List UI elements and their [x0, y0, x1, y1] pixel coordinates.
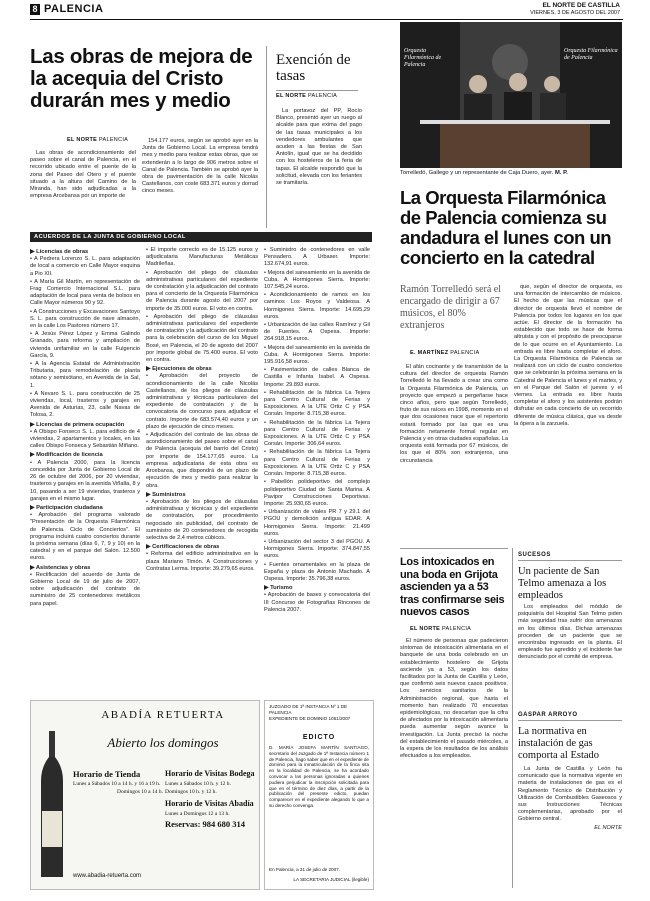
bottle-image [39, 731, 65, 877]
acuerdos-item: • Acondicionamiento de ramos en los caminos Los Royos y Valdeosa. A Hormigones Sierra. Importe: 14.695,29 euros. [264, 292, 370, 320]
gaspar-body [518, 766, 622, 880]
acuerdos-item: • Suministro de contenedores en valle Pensadero. A Urbaser. Importe: 132.674,91 euros. [264, 247, 370, 268]
acuerdos-item: • Aprobación del pliego de cláusulas administrativas particulares del expediente de contratación y la adjudicación del contrato para la celebración del curso de los Miguel Bosé, en Palencia, el 20 de agosto del 2007 por importe global de 75.400 euros. El voto en contra. [146, 313, 258, 364]
byline-paper: EL NORTE [67, 137, 98, 143]
photo-banner-right: Orquesta Filarmónica de Palencia [564, 48, 618, 61]
ad-abbey-line: Lunes a Domingos 12 a 13 h. [165, 811, 230, 817]
acequia-col1-text: Las obras de acondicionamiento del paseo sobre el canal de Palencia, en el recorrido ubicado entre el puente de la zona del Paseo del Otero y el puente situado a la altura del Camino de la Miranda, han sido adjudicadas a la empresa Arcebansa por un importe de [30, 150, 136, 200]
acuerdos-item: • El importe correcto es de 15.125 euros y adjudicataria Manufacturas Metálicas Madrileñas. [146, 247, 258, 268]
ad-reservas: Reservas: 984 680 314 [165, 819, 246, 829]
acuerdos-item: • Mejora del saneamiento en la avenida de Cuba. A Hormigones Sierra. Importe: 195.916,58 euros. [264, 344, 370, 366]
acuerdos-item: • Fuentes ornamentales en la plaza de España y plaza de Antonio Machado. A Ospesa. Importe: 35.796,38 euros. [264, 561, 370, 582]
acuerdos-item: • A María Gil Martín, en representación de Frag Comercio Internacional S.L. para adaptación de local para venta de bolsos en Calle Mayor números 90 y 92. [30, 278, 140, 307]
edicto-title: EDICTO [302, 734, 336, 741]
acequia-col2 [142, 138, 258, 228]
ad-tagline: Abierto los domingos [107, 735, 219, 750]
photo-illustration [400, 22, 622, 168]
ad-shop-line1: Lunes a Sábados 10 a 14 h. y 16 a 19 h. [73, 781, 161, 787]
sucesos-body [518, 604, 622, 700]
byline-section: PALENCIA [441, 626, 472, 632]
ad-shop-title: Horario de Tienda [73, 769, 141, 779]
briefs-divider [512, 548, 513, 888]
edicto-place-date: En Palencia, a 31 de julio de 2007. [269, 867, 341, 872]
acuerdos-item: • Aprobación del programa valorado "Presentación de la Orquesta Filarmónica de Palencia. Ciclo de Conciertos". El programa incluirá cuatro conciertos durante la próxima semana (días 6, 7, 9 y 10) en la catedral y en el parque del Salón. 12.500 euros. [30, 512, 140, 562]
acuerdos-section-heading: ▶ Participación ciudadana [30, 504, 103, 511]
section-name: PALENCIA [44, 3, 104, 15]
acuerdos-section-heading: ▶ Certificaciones de obras [146, 544, 220, 551]
acuerdos-col1 [30, 247, 140, 693]
edicto-box [264, 700, 374, 890]
acuerdos-item: • Pavimentación de calles Blanca de Castilla e Infanta Isabel. A Ospesa. Importe: 29.893 euros. [264, 367, 370, 388]
intox-headline: Los intoxicados en una boda en Grijota ascienden ya a 53 tras confirmarse seis nuevos casos [400, 556, 505, 618]
press-conference-photo [400, 22, 622, 168]
header-rule [30, 19, 623, 20]
byline-author: E. MARTÍNEZ [410, 350, 449, 356]
acuerdos-item: • Aprobación del pliego de cláusulas administrativas particulares del expediente de contratación y la adjudicación del contrato para el concierto de la Orquesta Filarmónica de Palencia durante agosto del 2007 por importe de 35.000 euros. El voto en contra. [146, 269, 258, 312]
ad-visit-line1: Lunes a Sábados 10 h. y 12 h. [165, 781, 231, 787]
gaspar-label: GASPAR ARROYO [518, 712, 578, 718]
acuerdos-item: • A la Agencia Estatal de Administración Tributaria, para remodelación de planta sótano y semisótano, en Avenida de la Sal, 1. [30, 361, 140, 389]
acuerdos-item: • Aprobación de los pliegos de cláusulas administrativas y técnicas y del expediente de contratación, por procedimiento negociado sin publicidad, del contrato de suministro de 20 contenedores de recogida selectiva de 2,4 metros cúbicos. [146, 498, 258, 541]
ad-abbey-title: Horario de Visitas Abadía [165, 799, 254, 808]
acuerdos-item: • A Construcciones y Excavaciones Santoyo S. L. para construcción de nave almacén, en la calle Los Pastores número 17. [30, 308, 140, 330]
acuerdos-item: • Adjudicación del contrato de las obras de acondicionamiento del paseo sobre el canal de Palencia (acequia del barrio del Cristo) por importe de 154.177,65 euros. La empresa adjudicataria de esta obra es Arcebansa, que dispondrá de un plazo de ejecución de mes y medio para realizar la obra. [146, 432, 258, 489]
acuerdos-section-heading: ▶ Licencias de obras [30, 249, 89, 255]
acequia-headline: Las obras de mejora de la acequia del Cristo durarán mes y medio [30, 45, 253, 112]
byline-paper: EL NORTE [276, 93, 307, 99]
acuerdos-section-heading: ▶ Suministros [146, 491, 186, 498]
photo-caption [400, 170, 622, 176]
acuerdos-item: • Reforma del edificio administrativo en la plaza Mariano Timón. A Construcciones y Contratas Lerma. Importe: 39.279,65 euros. [146, 551, 258, 572]
photo-caption-text: Torrelledó, Gallego y un representante de Caja Duero, ayer. [400, 170, 554, 176]
sucesos-body-text: Los empleados del módulo de psiquiatría del Hospital San Telmo piden más seguridad tras sufrir dos amenazas en los últimos días. Dichas amenazas proceden de un paciente que se encontraba ingresado en la planta. El empleado fue agredido y el incidente fue denunciado por el comité de empresa. [518, 604, 622, 661]
ad-website[interactable]: www.abadia-retuerta.com [73, 873, 142, 879]
intox-body-text: El número de personas que padecieron síntomas de intoxicación alimentaria en el banquete de una boda celebrado en un establecimiento hostelero de Grijota asciende ya a 53, según los datos facilitados por la Junta de Castilla y León, que confirmó seis nuevos casos positivos. Los servicios sanitarios de la Administración regional, que hasta el momento han realizado 70 encuestas epidemiológicas, no descartan que la cifra de afectados por la intoxicación alimentaria pueda aumentar según avance la investigación. La Junta precisó la noche del establecimiento el pasado miércoles, a la espera de los resultados de los análisis efectuados a los empleados. [400, 638, 508, 760]
ad-shop-line2: Domingos 10 a 14 h. [117, 789, 163, 795]
acuerdos-item: • Urbanización de las calles Ramírez y Gil de Fuentes. A Ospesa. Importe: 264.918,15 euros. [264, 322, 370, 343]
acuerdos-section-heading: ▶ Modificación de licencia [30, 452, 103, 459]
tasas-body-text: La portavoz del PP, Rocío Blanco, presentó ayer un ruego al alcalde para que exima del pago de las tasas municipales a los vendedores ambulantes que acuden a las fiestas de San Antolín, igual que se ha decidido con los hosteleros de la feria de tapas. El alcalde respondió que la solicitud, elevada con los feriantes se tramitaría. [276, 108, 362, 187]
acuerdos-item: • Urbanización de viales PR 7 y 29.1 del PGOU y demolición antigua EDAR. A Hormigones Sierra. Importe: 21.499 euros. [264, 509, 370, 537]
sucesos-headline: Un paciente de San Telmo amenaza a los empleados [518, 566, 607, 601]
abadia-retuerta-ad[interactable] [30, 700, 260, 890]
intox-top-rule [400, 548, 508, 549]
sucesos-label: SUCESOS [518, 552, 551, 558]
acuerdos-item: • A Jesús Pérez López y Emma Galindo Granado, para reforma y ampliación de vivienda unifamiliar en la calle Fulgencio García, 9. [30, 331, 140, 359]
acuerdos-col2 [146, 247, 258, 693]
orquesta-col1 [400, 364, 508, 536]
issue-date: VIERNES, 3 DE AGOSTO DEL 2007 [530, 10, 620, 16]
acuerdos-section-heading: ▶ Asistencias y obras [30, 564, 91, 571]
acuerdos-item: • Pabellón polideportivo del complejo polideportivo Ciudad de Santa Marina. A Pavipor Construcciones Deportivas. Importe: 25.930,65 euros. [264, 479, 370, 507]
acuerdos-item: • Aprobación del proyecto de acondicionamiento de la calle Nicolás Castellanos, de los pliegos de cláusulas administrativas y técnicas particulares del expediente de contratación y de la convocatoria de concurso para adjudicar el contrato. Importe de 683.574,40 euros y un plazo de ejecución de cinco meses. [146, 373, 258, 430]
photo-credit: M. P. [555, 170, 568, 176]
acuerdos-section-heading: ▶ Turismo [264, 585, 293, 592]
orquesta-col2 [514, 284, 622, 536]
edicto-subheader: EXPEDIENTE DE DOMINIO 1051/2007 [269, 716, 351, 721]
acuerdos-item: • Rehabilitación de la fábrica La Tejera para Centro Cultural de Ferias y Exposiciones. A la UTE Ortiz C y PSA Corsán. Importe: 8.715,38 euros. [264, 449, 370, 478]
orquesta-deck: Ramón Torrelledó será el encargado de dirigir a 67 músicos, el 80% extranjeros [400, 284, 502, 331]
edicto-body: D. MARÍA JOSEFA MARTÍN SANTIAGO, secretario del Juzgado de 1ª Instancia número 1 de Palencia, hago saber que en el expediente de dominio para la inmatriculación de la finca sita en la localidad de Palencia, se ha acordado convocar a las personas ignoradas a quienes pudiera perjudicar la inscripción solicitada para que en el término de diez días, a partir de la publicación del presente edicto, puedan comparecer en el expediente alegando lo que a su derecho convenga. [269, 745, 369, 808]
acuerdos-col3 [264, 247, 370, 693]
newspaper-name: EL NORTE DE CASTILLA [542, 2, 620, 9]
edicto-header: JUZGADO DE 1ª INSTANCIA Nº 1 DE PALENCIA [269, 704, 348, 715]
byline-paper: EL NORTE [410, 626, 441, 632]
photo-banner-left: Orquesta Filarmónica de Palencia [404, 48, 442, 68]
gaspar-headline: La normativa en instalación de gas comporta al Estado [518, 726, 600, 761]
ad-brand: ABADÍA RETUERTA [101, 709, 225, 721]
tasas-byline [276, 93, 337, 99]
gaspar-rule [518, 720, 622, 721]
acuerdos-item: • A Nevaro S. L. para construcción de 25 viviendas, local, trasteros y garajes en Avenida de Asturias, 23, calle Navas de Tolosa, 2. [30, 390, 140, 419]
acequia-col1 [30, 150, 136, 228]
orquesta-col1-text: El afán cocinante y de transmisión de la cultura del director de orquesta Ramón Torrelledó le ha llevado a crear una como la Orquesta Filarmónica de Palencia, un proyecto que empezó a pergeñarse hace cinco años, pero que según Torrelledó, fruto de sus raíces en 1998, momento en el que dos ocasiones nace que el repertorio estará formado por las que es una formación netamente formal regular en Palencia y en otras ciudades españolas. La orquesta está formada por 67 músicos, de los que el 80% son extranjeros, una circunstancia [400, 364, 508, 464]
byline-section: PALENCIA [98, 137, 129, 143]
acuerdos-item: • Aprobación de bases y convocatoria del III Concurso de Fotografías Rincones de Palencia 2007. [264, 592, 370, 613]
edicto-signature: LA SECRETARIA JUDICIAL (ilegible) [293, 877, 369, 882]
bottle-icon [39, 731, 65, 877]
gaspar-credit: EL NORTE [594, 824, 622, 831]
acuerdos-item: • Rehabilitación de la fábrica La Tejera para Centro Cultural de Ferias y Exposiciones. A la UTE Ortiz C y PSA Corsán. Importe: 306,64 euros. [264, 419, 370, 448]
gaspar-body-text: La Junta de Castilla y León ha comunicado que la normativa vigente en materia de instalaciones de gas es el Reglamento Técnico de Distribución y Utilización de Combustibles Gaseosos y sus Instrucciones Técnicas complementarias, aprobado por el Gobierno central. [518, 766, 622, 823]
acuerdos-item: • A Pedrera Lorenzo S. L. para adaptación de local a comercio en Calle Mayor esquina a Pio XII. [30, 256, 140, 277]
acequia-byline [67, 137, 128, 143]
tasas-title: Exención de tasas [276, 52, 351, 84]
byline-section: PALENCIA [450, 350, 480, 356]
acuerdos-item: • A Palencia 2000, para la licencia concedida por Junta de Gobierno Local de 26 de octubre del 2006, por 20 viviendas, trasteros y garajes en la avenida Viñalta, 8 y 10, pasando a ser 19 viviendas, trasteros y garajes en el mismo lugar. [30, 459, 140, 502]
acuerdos-item: • Rectificación del acuerdo de Junta de Gobierno Local de 19 de julio de 2007, sobre adjudicación del contrato de suministro de 25 contenedores metálicos para papel. [30, 571, 140, 607]
ad-visit-line2: Domingos 10 h. y 12 h. [165, 789, 217, 795]
intox-body [400, 638, 508, 890]
acuerdos-section-heading: ▶ Licencias de primera ocupación [30, 421, 125, 428]
orquesta-byline [410, 350, 479, 356]
tasas-byline-rule [276, 90, 358, 91]
acuerdos-item: • Urbanización del sector 3 del PGOU. A Hormigones Sierra. Importe: 374.847,55 euros. [264, 538, 370, 560]
acuerdos-item: • Mejora del saneamiento en la avenida de Cuba. A Hormigones Sierra. Importe: 107.545,24 euros. [264, 269, 370, 291]
acuerdos-item: • Rehabilitación de la fábrica La Tejera para Centro Cultural de Ferias y Exposiciones. A la UTE Ortiz C y PSA Corsán. Importe: 8.715,38 euros. [264, 389, 370, 418]
page-number: 8 [30, 4, 40, 15]
orquesta-col2-text: que, según el director de orquesta, es una formación de intercambio de músicos. El hecho de que las músicas que el director de orquesta llevó el nombre de Palencia por todos los lugares en los que actúe. El director de la formación ha establecido que todo se hace de forma altruista y con el propósito de preocuparse de lo que ocurre en el Ayuntamiento. La entrada es libre hasta completar el aforo. La Orquesta Filarmónica de Palencia se realizará con un ciclo de cuatro conciertos que se celebrarán la próxima semana en la Catedral de Palencia el lunes y el martes, y en el Parque del Salón el jueves y el viernes. La entrada es libre hasta completar el aforo y los asistentes podrán disfrutar en cada concierto de un recorrido diferente de música clásica, que va desde la ópera a la zarzuela. [514, 284, 622, 427]
acequia-col2-text: 154.177 euros, según se aprobó ayer en la Junta de Gobierno Local. La empresa tendrá mes y medio para realizar estas obras, que se extenderán a lo largo de 906 metros sobre el Canal de Palencia. También se aprobó ayer la obra de pavimentación de la calle Nicolás Castellanos, con coste 683.371 euros y dorrad cinco meses. [142, 138, 258, 195]
ad-visit-title: Horario de Visitas Bodega [165, 769, 255, 778]
acuerdos-item: • A Obispo Fonseco S. L. para edificio de 4 viviendas, 2 apartamentos y locales, en las calles Obispo Fonseca y Sebastián Miñano. [30, 428, 140, 450]
tasas-body [276, 108, 362, 226]
tasas-divider [266, 46, 267, 228]
acuerdos-banner-text: ACUERDOS DE LA JUNTA DE GOBIERNO LOCAL [34, 234, 186, 240]
sucesos-rule [518, 560, 622, 561]
page-header [0, 0, 650, 22]
acuerdos-section-heading: ▶ Ejecuciones de obras [146, 366, 212, 373]
intox-byline [410, 626, 471, 632]
byline-section: PALENCIA [307, 93, 338, 99]
orquesta-headline: La Orquesta Filarmónica de Palencia comienza su andadura el lunes con un concierto en la catedral [400, 187, 612, 268]
acuerdos-banner [30, 232, 372, 242]
